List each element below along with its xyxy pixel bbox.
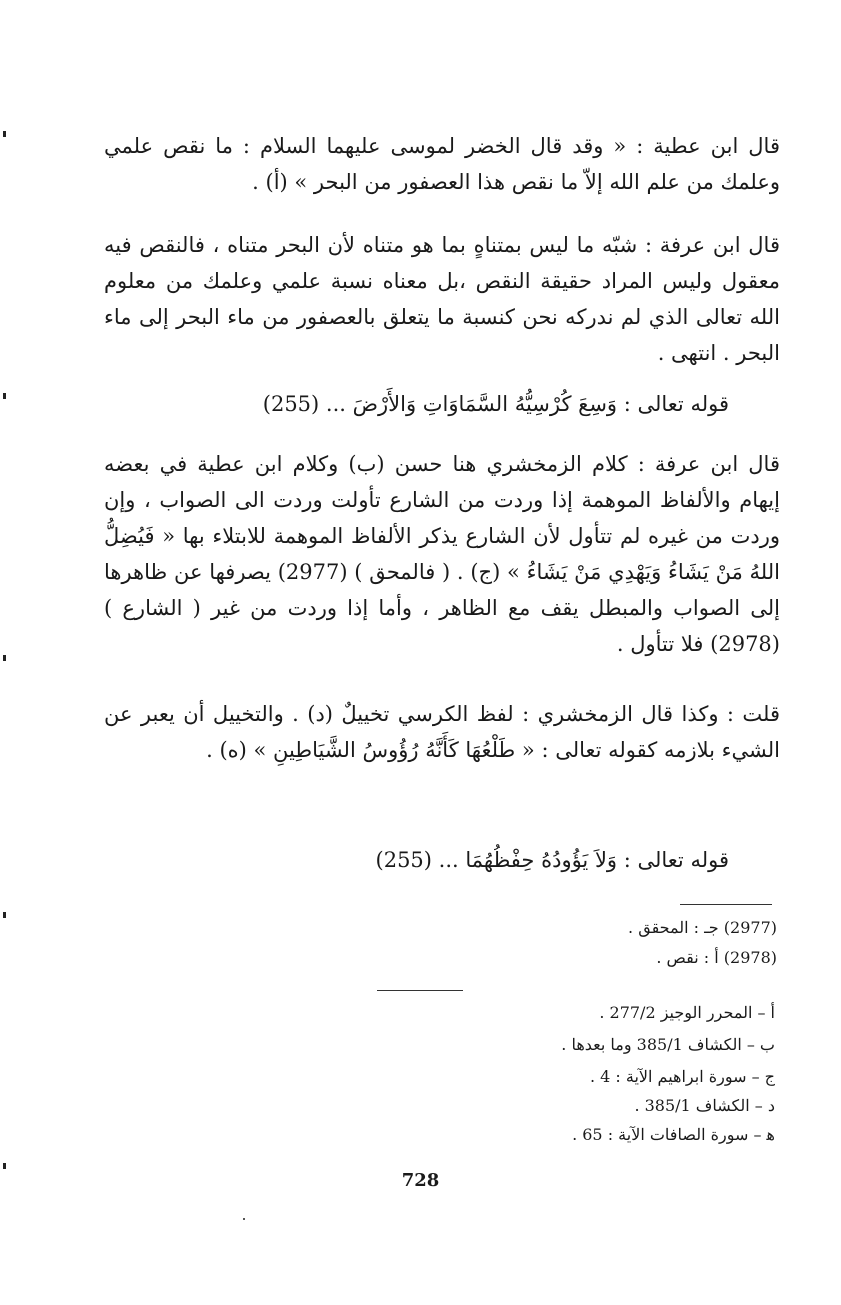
source-footnote	[599, 1000, 775, 1026]
paragraph-text: قلت : وكذا قال الزمخشري : لفظ الكرسي تخييلٌ (د) . والتخييل أن يعبر عن الشيء بلازمه كقوله تعالى : « طَلْعُهَا كَأَنَّهُ رُؤُوسُ الشَّيَاطِينِ » (ه) .	[104, 702, 780, 762]
paragraph-text: قال ابن عرفة : كلام الزمخشري هنا حسن (ب) وكلام ابن عطية في بعضه إيهام والألفاظ الموهمة إذا وردت من الشارع تأولت وردت الى الصواب ، وإن وردت من غيره لم تتأول لأن الشارع يذكر الألفاظ الموهمة للابتلاء بها « فَيُضِلُّ اللهُ مَنْ يَشَاءُ وَيَهْدِي مَنْ يَشَاءُ » (ج) . ( فالمحق ) (2977) يصرفها عن ظاهرها إلى الصواب والمبطل يقف مع الظاهر ، وأما إذا وردت من غير ( الشارع ) (2978) فلا تتأول .	[104, 452, 780, 656]
paragraph-text: قال ابن عطية : « وقد قال الخضر لموسى عليهما السلام : ما نقص علمي وعلمك من علم الله إلاّ ما نقص هذا العصفور من البحر » (أ) .	[104, 134, 780, 194]
margin-mark	[3, 393, 6, 399]
source-footnote	[561, 1032, 775, 1058]
paragraph-ibn-atiyya	[104, 128, 780, 200]
source-footnote	[572, 1122, 775, 1148]
margin-mark	[3, 1163, 6, 1169]
paragraph-qultu	[104, 696, 780, 768]
paragraph-ibn-arafa-1	[104, 227, 780, 371]
footnote-text: أ – المحرر الوجيز 277/2 .	[599, 1003, 775, 1022]
source-footnote	[634, 1093, 775, 1119]
editor-footnote	[628, 915, 777, 941]
footnote-text: (2977) جـ : المحقق .	[628, 918, 777, 937]
verse-heading	[263, 386, 729, 422]
footnote-text: ب – الكشاف 385/1 وما بعدها .	[561, 1035, 775, 1054]
footnote-separator	[680, 904, 772, 905]
source-footnote	[590, 1064, 775, 1090]
margin-mark	[3, 655, 6, 661]
page-number: 728	[401, 1170, 440, 1191]
verse-text: قوله تعالى : وَلاَ يَؤُودُهُ حِفْظُهُمَا ... (255)	[375, 848, 729, 872]
editor-footnote	[656, 945, 777, 971]
footnote-text: د – الكشاف 385/1 .	[634, 1096, 775, 1115]
scan-speck	[243, 1218, 245, 1220]
verse-heading	[376, 842, 730, 878]
footnote-text: (2978) أ : نقص .	[656, 948, 777, 967]
paragraph-ibn-arafa-2	[104, 446, 780, 662]
footnote-text: ج – سورة ابراهيم الآية : 4 .	[589, 1067, 775, 1086]
paragraph-text: قال ابن عرفة : شبّه ما ليس بمتناهٍ بما هو متناه لأن البحر متناه ، فالنقص فيه معقول وليس المراد حقيقة النقص ،بل معناه نسبة علمي وعلمك من معلوم الله تعالى الذي لم ندركه نحن كنسبة ما يتعلق بالعصفور من ماء البحر إلى ماء البحر . انتهى .	[104, 233, 780, 365]
footnote-separator	[377, 990, 463, 991]
margin-mark	[3, 131, 6, 137]
verse-text: قوله تعالى : وَسِعَ كُرْسِيُّهُ السَّمَاوَاتِ وَالأَرْضَ ... (255)	[262, 392, 729, 416]
margin-mark	[3, 912, 6, 918]
footnote-text: ﻫ – سورة الصافات الآية : 65 .	[572, 1125, 775, 1144]
